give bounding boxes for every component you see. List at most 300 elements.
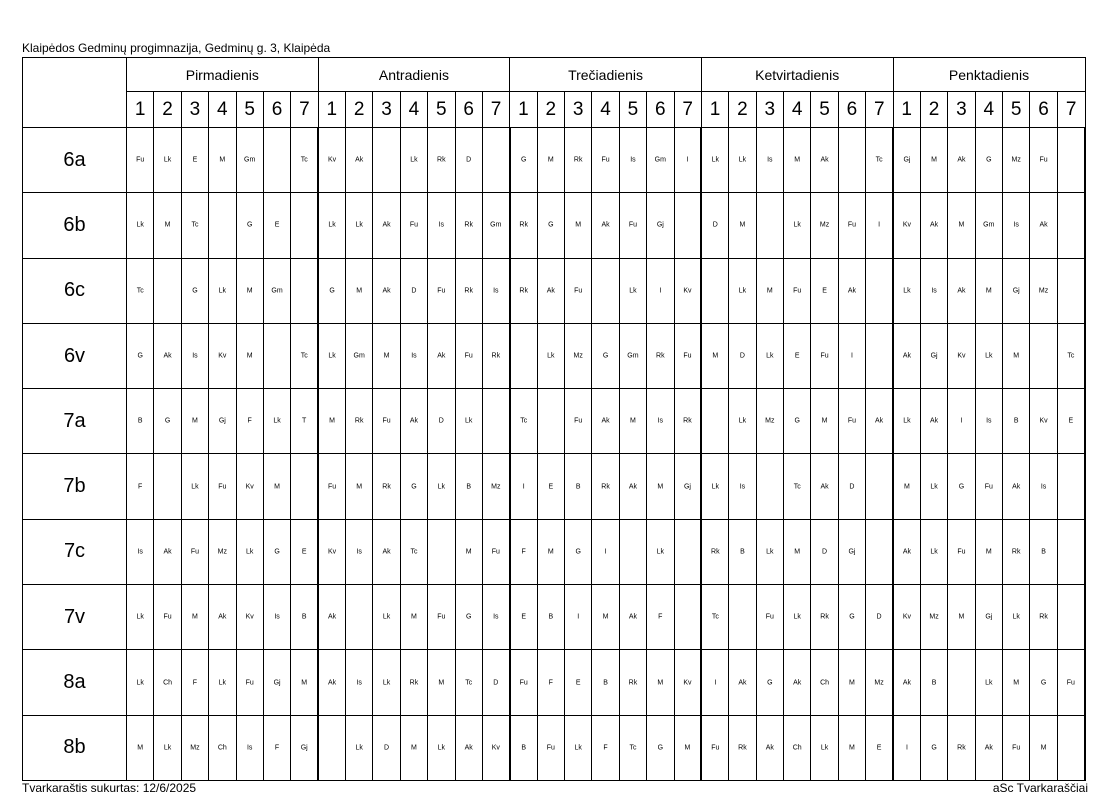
- lesson-cell[interactable]: [1030, 585, 1057, 650]
- lesson-cell[interactable]: [975, 258, 1002, 323]
- lesson-cell[interactable]: [181, 323, 208, 388]
- lesson-cell[interactable]: [565, 519, 592, 584]
- lesson-cell[interactable]: [811, 389, 838, 454]
- lesson-cell[interactable]: [948, 323, 975, 388]
- lesson-cell[interactable]: [209, 715, 236, 780]
- lesson-cell[interactable]: [701, 389, 728, 454]
- lesson-cell[interactable]: [756, 715, 783, 780]
- lesson-cell[interactable]: [784, 193, 811, 258]
- lesson-cell[interactable]: [346, 715, 373, 780]
- lesson-cell[interactable]: [866, 389, 893, 454]
- lesson-cell[interactable]: [400, 585, 427, 650]
- lesson-cell[interactable]: [482, 193, 509, 258]
- lesson-cell[interactable]: [619, 519, 646, 584]
- lesson-cell[interactable]: [482, 454, 509, 519]
- lesson-cell[interactable]: [127, 323, 154, 388]
- lesson-cell[interactable]: [729, 323, 756, 388]
- lesson-cell[interactable]: [975, 128, 1002, 193]
- lesson-cell[interactable]: [428, 258, 455, 323]
- lesson-cell[interactable]: [263, 258, 290, 323]
- lesson-cell[interactable]: [838, 323, 865, 388]
- lesson-cell[interactable]: [400, 193, 427, 258]
- lesson-cell[interactable]: [127, 389, 154, 454]
- lesson-cell[interactable]: [510, 454, 537, 519]
- lesson-cell[interactable]: [482, 128, 509, 193]
- lesson-cell[interactable]: [154, 650, 181, 715]
- lesson-cell[interactable]: [1030, 193, 1057, 258]
- lesson-cell[interactable]: [318, 128, 345, 193]
- lesson-cell[interactable]: [920, 715, 947, 780]
- lesson-cell[interactable]: [373, 715, 400, 780]
- lesson-cell[interactable]: [154, 389, 181, 454]
- lesson-cell[interactable]: [647, 128, 674, 193]
- lesson-cell[interactable]: [920, 258, 947, 323]
- lesson-cell[interactable]: [482, 389, 509, 454]
- lesson-cell[interactable]: [838, 454, 865, 519]
- lesson-cell[interactable]: [866, 715, 893, 780]
- lesson-cell[interactable]: [1003, 519, 1030, 584]
- lesson-cell[interactable]: [866, 454, 893, 519]
- lesson-cell[interactable]: [619, 389, 646, 454]
- lesson-cell[interactable]: [346, 323, 373, 388]
- lesson-cell[interactable]: [181, 128, 208, 193]
- lesson-cell[interactable]: [674, 128, 701, 193]
- lesson-cell[interactable]: [975, 585, 1002, 650]
- lesson-cell[interactable]: [455, 650, 482, 715]
- lesson-cell[interactable]: [948, 454, 975, 519]
- lesson-cell[interactable]: [729, 650, 756, 715]
- lesson-cell[interactable]: [674, 389, 701, 454]
- lesson-cell[interactable]: [811, 193, 838, 258]
- lesson-cell[interactable]: [537, 258, 564, 323]
- lesson-cell[interactable]: [1057, 193, 1085, 258]
- lesson-cell[interactable]: [400, 389, 427, 454]
- lesson-cell[interactable]: [756, 258, 783, 323]
- lesson-cell[interactable]: [784, 585, 811, 650]
- lesson-cell[interactable]: [619, 454, 646, 519]
- lesson-cell[interactable]: [893, 715, 920, 780]
- lesson-cell[interactable]: [127, 454, 154, 519]
- lesson-cell[interactable]: [784, 650, 811, 715]
- lesson-cell[interactable]: [920, 585, 947, 650]
- lesson-cell[interactable]: [263, 650, 290, 715]
- lesson-cell[interactable]: [154, 323, 181, 388]
- lesson-cell[interactable]: [510, 258, 537, 323]
- lesson-cell[interactable]: [838, 650, 865, 715]
- lesson-cell[interactable]: [181, 650, 208, 715]
- lesson-cell[interactable]: [1003, 128, 1030, 193]
- lesson-cell[interactable]: [1057, 715, 1085, 780]
- lesson-cell[interactable]: [236, 454, 263, 519]
- lesson-cell[interactable]: [1057, 323, 1085, 388]
- lesson-cell[interactable]: [893, 258, 920, 323]
- lesson-cell[interactable]: [948, 585, 975, 650]
- lesson-cell[interactable]: [455, 193, 482, 258]
- lesson-cell[interactable]: [729, 715, 756, 780]
- lesson-cell[interactable]: [619, 650, 646, 715]
- lesson-cell[interactable]: [893, 389, 920, 454]
- lesson-cell[interactable]: [236, 519, 263, 584]
- lesson-cell[interactable]: [263, 193, 290, 258]
- lesson-cell[interactable]: [263, 128, 290, 193]
- lesson-cell[interactable]: [318, 454, 345, 519]
- lesson-cell[interactable]: [209, 454, 236, 519]
- lesson-cell[interactable]: [1057, 128, 1085, 193]
- lesson-cell[interactable]: [482, 715, 509, 780]
- lesson-cell[interactable]: [592, 389, 619, 454]
- lesson-cell[interactable]: [181, 715, 208, 780]
- lesson-cell[interactable]: [400, 128, 427, 193]
- lesson-cell[interactable]: [729, 454, 756, 519]
- lesson-cell[interactable]: [510, 193, 537, 258]
- lesson-cell[interactable]: [975, 323, 1002, 388]
- lesson-cell[interactable]: [291, 715, 318, 780]
- lesson-cell[interactable]: [291, 128, 318, 193]
- lesson-cell[interactable]: [811, 715, 838, 780]
- lesson-cell[interactable]: [154, 193, 181, 258]
- lesson-cell[interactable]: [400, 715, 427, 780]
- lesson-cell[interactable]: [592, 585, 619, 650]
- lesson-cell[interactable]: [674, 323, 701, 388]
- lesson-cell[interactable]: [346, 389, 373, 454]
- lesson-cell[interactable]: [537, 193, 564, 258]
- lesson-cell[interactable]: [784, 128, 811, 193]
- lesson-cell[interactable]: [291, 323, 318, 388]
- lesson-cell[interactable]: [784, 454, 811, 519]
- lesson-cell[interactable]: [893, 454, 920, 519]
- lesson-cell[interactable]: [127, 519, 154, 584]
- lesson-cell[interactable]: [893, 323, 920, 388]
- lesson-cell[interactable]: [674, 715, 701, 780]
- lesson-cell[interactable]: [948, 650, 975, 715]
- lesson-cell[interactable]: [756, 585, 783, 650]
- lesson-cell[interactable]: [209, 650, 236, 715]
- lesson-cell[interactable]: [701, 650, 728, 715]
- lesson-cell[interactable]: [1057, 519, 1085, 584]
- lesson-cell[interactable]: [209, 519, 236, 584]
- lesson-cell[interactable]: [482, 650, 509, 715]
- lesson-cell[interactable]: [455, 585, 482, 650]
- lesson-cell[interactable]: [701, 519, 728, 584]
- lesson-cell[interactable]: [209, 323, 236, 388]
- lesson-cell[interactable]: [510, 650, 537, 715]
- lesson-cell[interactable]: [510, 519, 537, 584]
- lesson-cell[interactable]: [346, 585, 373, 650]
- lesson-cell[interactable]: [756, 519, 783, 584]
- lesson-cell[interactable]: [291, 193, 318, 258]
- lesson-cell[interactable]: [838, 389, 865, 454]
- lesson-cell[interactable]: [920, 193, 947, 258]
- lesson-cell[interactable]: [592, 715, 619, 780]
- lesson-cell[interactable]: [893, 128, 920, 193]
- lesson-cell[interactable]: [537, 323, 564, 388]
- lesson-cell[interactable]: [592, 193, 619, 258]
- lesson-cell[interactable]: [373, 454, 400, 519]
- lesson-cell[interactable]: [975, 519, 1002, 584]
- lesson-cell[interactable]: [701, 323, 728, 388]
- lesson-cell[interactable]: [565, 193, 592, 258]
- lesson-cell[interactable]: [537, 650, 564, 715]
- lesson-cell[interactable]: [236, 258, 263, 323]
- lesson-cell[interactable]: [866, 193, 893, 258]
- lesson-cell[interactable]: [181, 389, 208, 454]
- lesson-cell[interactable]: [647, 715, 674, 780]
- lesson-cell[interactable]: [565, 389, 592, 454]
- lesson-cell[interactable]: [756, 193, 783, 258]
- lesson-cell[interactable]: [674, 454, 701, 519]
- lesson-cell[interactable]: [154, 258, 181, 323]
- lesson-cell[interactable]: [318, 585, 345, 650]
- lesson-cell[interactable]: [1003, 323, 1030, 388]
- lesson-cell[interactable]: [674, 650, 701, 715]
- lesson-cell[interactable]: [1057, 258, 1085, 323]
- lesson-cell[interactable]: [537, 715, 564, 780]
- lesson-cell[interactable]: [838, 585, 865, 650]
- lesson-cell[interactable]: [291, 650, 318, 715]
- lesson-cell[interactable]: [592, 258, 619, 323]
- lesson-cell[interactable]: [400, 323, 427, 388]
- lesson-cell[interactable]: [592, 323, 619, 388]
- lesson-cell[interactable]: [510, 585, 537, 650]
- lesson-cell[interactable]: [784, 323, 811, 388]
- lesson-cell[interactable]: [592, 454, 619, 519]
- lesson-cell[interactable]: [346, 258, 373, 323]
- lesson-cell[interactable]: [756, 389, 783, 454]
- lesson-cell[interactable]: [291, 519, 318, 584]
- lesson-cell[interactable]: [701, 193, 728, 258]
- lesson-cell[interactable]: [209, 193, 236, 258]
- lesson-cell[interactable]: [346, 454, 373, 519]
- lesson-cell[interactable]: [400, 519, 427, 584]
- lesson-cell[interactable]: [428, 715, 455, 780]
- lesson-cell[interactable]: [373, 193, 400, 258]
- lesson-cell[interactable]: [263, 323, 290, 388]
- lesson-cell[interactable]: [838, 258, 865, 323]
- lesson-cell[interactable]: [373, 323, 400, 388]
- lesson-cell[interactable]: [619, 258, 646, 323]
- lesson-cell[interactable]: [565, 128, 592, 193]
- lesson-cell[interactable]: [181, 585, 208, 650]
- lesson-cell[interactable]: [236, 323, 263, 388]
- lesson-cell[interactable]: [866, 323, 893, 388]
- lesson-cell[interactable]: [866, 258, 893, 323]
- lesson-cell[interactable]: [920, 389, 947, 454]
- lesson-cell[interactable]: [455, 519, 482, 584]
- lesson-cell[interactable]: [537, 389, 564, 454]
- lesson-cell[interactable]: [838, 193, 865, 258]
- lesson-cell[interactable]: [318, 715, 345, 780]
- lesson-cell[interactable]: [455, 389, 482, 454]
- lesson-cell[interactable]: [784, 389, 811, 454]
- lesson-cell[interactable]: [811, 128, 838, 193]
- lesson-cell[interactable]: [948, 258, 975, 323]
- lesson-cell[interactable]: [428, 454, 455, 519]
- lesson-cell[interactable]: [784, 715, 811, 780]
- lesson-cell[interactable]: [1003, 389, 1030, 454]
- lesson-cell[interactable]: [154, 585, 181, 650]
- lesson-cell[interactable]: [236, 193, 263, 258]
- lesson-cell[interactable]: [948, 519, 975, 584]
- lesson-cell[interactable]: [674, 258, 701, 323]
- lesson-cell[interactable]: [346, 519, 373, 584]
- lesson-cell[interactable]: [181, 519, 208, 584]
- lesson-cell[interactable]: [127, 193, 154, 258]
- lesson-cell[interactable]: [866, 585, 893, 650]
- lesson-cell[interactable]: [236, 128, 263, 193]
- lesson-cell[interactable]: [729, 258, 756, 323]
- lesson-cell[interactable]: [948, 128, 975, 193]
- lesson-cell[interactable]: [811, 454, 838, 519]
- lesson-cell[interactable]: [373, 128, 400, 193]
- lesson-cell[interactable]: [784, 519, 811, 584]
- lesson-cell[interactable]: [428, 193, 455, 258]
- lesson-cell[interactable]: [619, 193, 646, 258]
- lesson-cell[interactable]: [1030, 128, 1057, 193]
- lesson-cell[interactable]: [373, 519, 400, 584]
- lesson-cell[interactable]: [346, 650, 373, 715]
- lesson-cell[interactable]: [565, 258, 592, 323]
- lesson-cell[interactable]: [729, 389, 756, 454]
- lesson-cell[interactable]: [318, 258, 345, 323]
- lesson-cell[interactable]: [510, 389, 537, 454]
- lesson-cell[interactable]: [1057, 650, 1085, 715]
- lesson-cell[interactable]: [975, 715, 1002, 780]
- lesson-cell[interactable]: [400, 454, 427, 519]
- lesson-cell[interactable]: [674, 585, 701, 650]
- lesson-cell[interactable]: [537, 519, 564, 584]
- lesson-cell[interactable]: [428, 389, 455, 454]
- lesson-cell[interactable]: [455, 454, 482, 519]
- lesson-cell[interactable]: [291, 258, 318, 323]
- lesson-cell[interactable]: [920, 454, 947, 519]
- lesson-cell[interactable]: [482, 258, 509, 323]
- lesson-cell[interactable]: [428, 650, 455, 715]
- lesson-cell[interactable]: [209, 128, 236, 193]
- lesson-cell[interactable]: [482, 323, 509, 388]
- lesson-cell[interactable]: [729, 519, 756, 584]
- lesson-cell[interactable]: [920, 519, 947, 584]
- lesson-cell[interactable]: [482, 585, 509, 650]
- lesson-cell[interactable]: [263, 585, 290, 650]
- lesson-cell[interactable]: [1003, 585, 1030, 650]
- lesson-cell[interactable]: [154, 715, 181, 780]
- lesson-cell[interactable]: [592, 519, 619, 584]
- lesson-cell[interactable]: [565, 323, 592, 388]
- lesson-cell[interactable]: [373, 258, 400, 323]
- lesson-cell[interactable]: [154, 454, 181, 519]
- lesson-cell[interactable]: [647, 193, 674, 258]
- lesson-cell[interactable]: [127, 650, 154, 715]
- lesson-cell[interactable]: [236, 715, 263, 780]
- lesson-cell[interactable]: [1003, 454, 1030, 519]
- lesson-cell[interactable]: [975, 193, 1002, 258]
- lesson-cell[interactable]: [647, 650, 674, 715]
- lesson-cell[interactable]: [866, 650, 893, 715]
- lesson-cell[interactable]: [565, 585, 592, 650]
- lesson-cell[interactable]: [619, 323, 646, 388]
- lesson-cell[interactable]: [346, 128, 373, 193]
- lesson-cell[interactable]: [619, 128, 646, 193]
- lesson-cell[interactable]: [482, 519, 509, 584]
- lesson-cell[interactable]: [1003, 650, 1030, 715]
- lesson-cell[interactable]: [510, 128, 537, 193]
- lesson-cell[interactable]: [1030, 650, 1057, 715]
- lesson-cell[interactable]: [729, 585, 756, 650]
- lesson-cell[interactable]: [127, 585, 154, 650]
- lesson-cell[interactable]: [291, 454, 318, 519]
- lesson-cell[interactable]: [893, 519, 920, 584]
- lesson-cell[interactable]: [920, 128, 947, 193]
- lesson-cell[interactable]: [537, 454, 564, 519]
- lesson-cell[interactable]: [1057, 585, 1085, 650]
- lesson-cell[interactable]: [838, 519, 865, 584]
- lesson-cell[interactable]: [565, 715, 592, 780]
- lesson-cell[interactable]: [729, 193, 756, 258]
- lesson-cell[interactable]: [263, 715, 290, 780]
- lesson-cell[interactable]: [920, 650, 947, 715]
- lesson-cell[interactable]: [674, 519, 701, 584]
- lesson-cell[interactable]: [1030, 389, 1057, 454]
- lesson-cell[interactable]: [455, 715, 482, 780]
- lesson-cell[interactable]: [948, 389, 975, 454]
- lesson-cell[interactable]: [236, 650, 263, 715]
- lesson-cell[interactable]: [866, 128, 893, 193]
- lesson-cell[interactable]: [428, 128, 455, 193]
- lesson-cell[interactable]: [263, 389, 290, 454]
- lesson-cell[interactable]: [373, 650, 400, 715]
- lesson-cell[interactable]: [318, 650, 345, 715]
- lesson-cell[interactable]: [1057, 454, 1085, 519]
- lesson-cell[interactable]: [154, 519, 181, 584]
- lesson-cell[interactable]: [1057, 389, 1085, 454]
- lesson-cell[interactable]: [181, 258, 208, 323]
- lesson-cell[interactable]: [263, 454, 290, 519]
- lesson-cell[interactable]: [318, 193, 345, 258]
- lesson-cell[interactable]: [1030, 519, 1057, 584]
- lesson-cell[interactable]: [236, 585, 263, 650]
- lesson-cell[interactable]: [756, 128, 783, 193]
- lesson-cell[interactable]: [318, 519, 345, 584]
- lesson-cell[interactable]: [619, 585, 646, 650]
- lesson-cell[interactable]: [565, 650, 592, 715]
- lesson-cell[interactable]: [127, 715, 154, 780]
- lesson-cell[interactable]: [647, 389, 674, 454]
- lesson-cell[interactable]: [455, 258, 482, 323]
- lesson-cell[interactable]: [975, 454, 1002, 519]
- lesson-cell[interactable]: [920, 323, 947, 388]
- lesson-cell[interactable]: [838, 128, 865, 193]
- lesson-cell[interactable]: [346, 193, 373, 258]
- lesson-cell[interactable]: [784, 258, 811, 323]
- lesson-cell[interactable]: [701, 258, 728, 323]
- lesson-cell[interactable]: [318, 389, 345, 454]
- lesson-cell[interactable]: [1003, 258, 1030, 323]
- lesson-cell[interactable]: [948, 193, 975, 258]
- lesson-cell[interactable]: [866, 519, 893, 584]
- lesson-cell[interactable]: [537, 585, 564, 650]
- lesson-cell[interactable]: [701, 715, 728, 780]
- lesson-cell[interactable]: [674, 193, 701, 258]
- lesson-cell[interactable]: [154, 128, 181, 193]
- lesson-cell[interactable]: [647, 585, 674, 650]
- lesson-cell[interactable]: [701, 128, 728, 193]
- lesson-cell[interactable]: [181, 193, 208, 258]
- lesson-cell[interactable]: [428, 585, 455, 650]
- lesson-cell[interactable]: [619, 715, 646, 780]
- lesson-cell[interactable]: [647, 454, 674, 519]
- lesson-cell[interactable]: [1003, 193, 1030, 258]
- lesson-cell[interactable]: [1030, 323, 1057, 388]
